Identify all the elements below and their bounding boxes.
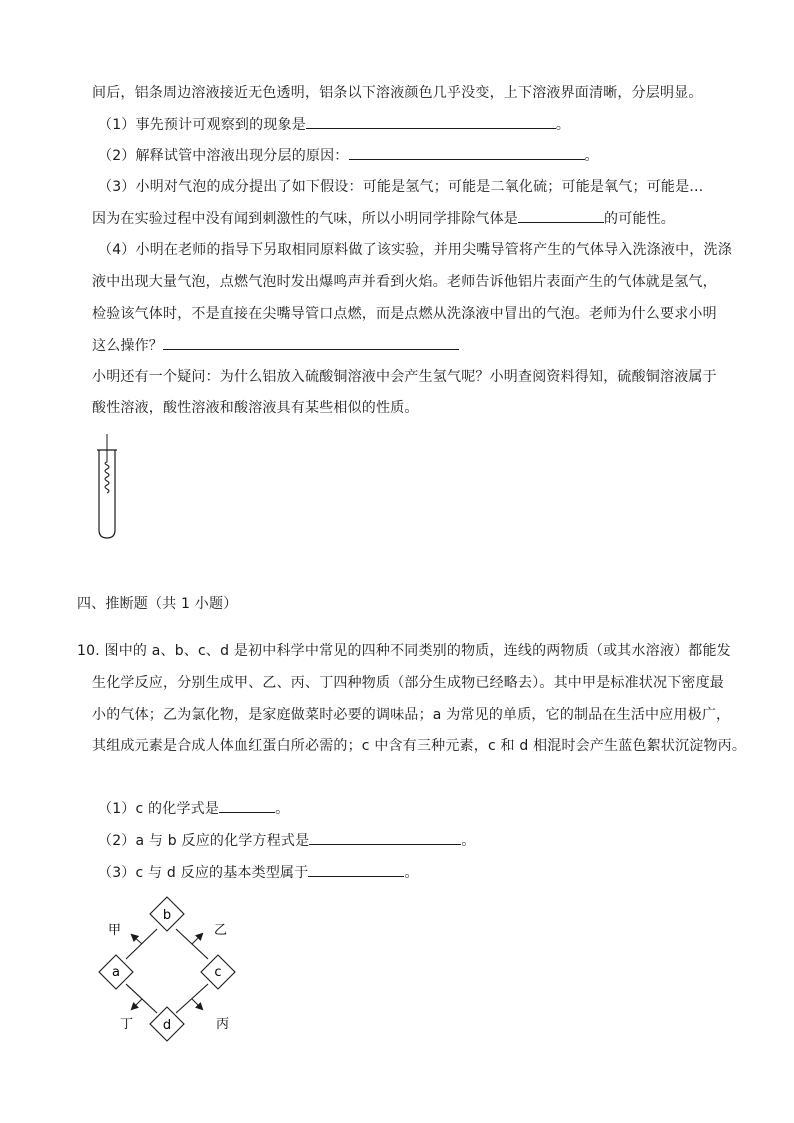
q9-sub3-line2 [92, 208, 675, 229]
test-tube-body [99, 450, 115, 538]
q9-sub4-text-1: （4）小明在老师的指导下另取相同原料做了该实验，并用尖嘴导管将产生的气体导入洗涤液中，洗涤 [98, 242, 732, 258]
node-d-label: d [162, 1018, 172, 1033]
q10-sub1-text: （1）c 的化学式是 [98, 801, 220, 817]
section-heading [77, 594, 237, 614]
q10-line1 [77, 641, 731, 661]
q10-sub1 [98, 798, 289, 819]
node-b [150, 897, 184, 931]
q10-text-4: 其组成元素是合成人体血红蛋白所必需的；c 中含有三种元素，c 和 d 相混时会产生蓝色絮状沉淀物丙。 [92, 738, 747, 754]
q9-doubt-text-1: 小明还有一个疑问：为什么铝放入硫酸铜溶液中会产生氢气呢？小明查阅资料得知，硫酸铜溶液属于 [92, 369, 717, 385]
q9-sub2-answer-blank[interactable] [349, 145, 585, 160]
q9-sub3-answer-blank[interactable] [518, 208, 604, 223]
arrow-jia [132, 935, 142, 944]
aluminium-coil [105, 454, 109, 493]
q10-sub1-answer-blank[interactable] [219, 798, 275, 813]
q9-sub2-end: 。 [584, 148, 599, 164]
q9-sub1 [98, 114, 570, 135]
node-d [150, 1007, 184, 1041]
q9-sub4-line2 [92, 272, 717, 292]
q10-sub2 [98, 830, 476, 851]
q10-line4 [92, 736, 746, 756]
q10-sub3-answer-blank[interactable] [308, 862, 404, 877]
q9-sub4-text-4: 这么操作？ [92, 338, 163, 354]
product-ding-label: 丁 [120, 1017, 134, 1032]
q9-sub3-hypothesis: （3）小明对气泡的成分提出了如下假设：可能是氢气；可能是二氧化硫；可能是氧气；可能是… [98, 179, 704, 195]
q9-intro-text: 间后，铝条周边溶液接近无色透明，铝条以下溶液颜色几乎没变，上下溶液界面清晰，分层明显。 [92, 85, 703, 101]
q9-sub2 [98, 145, 599, 166]
q10-line3 [92, 705, 730, 725]
q9-doubt-line1 [92, 367, 717, 387]
node-a [99, 955, 133, 989]
q10-text-2: 生化学反应，分别生成甲、乙、丙、丁四种物质（部分生成物已经略去）。其中甲是标准状况下密度最 [92, 675, 724, 691]
q10-sub3-text: （3）c 与 d 反应的基本类型属于 [98, 865, 309, 881]
node-c-label: c [214, 965, 222, 980]
test-tube-illustration [92, 432, 122, 544]
arrow-yi [192, 934, 202, 944]
section-heading-text: 四、推断题（共 1 小题） [77, 596, 238, 612]
link-c-d [176, 984, 208, 1013]
q10-sub2-text: （2）a 与 b 反应的化学方程式是 [98, 833, 310, 849]
arrow-bing [192, 999, 202, 1009]
q10-text-1: 10. 图中的 a、b、c、d 是初中科学中常见的四种不同类别的物质，连线的两物质（或其水溶液）都能发 [77, 643, 731, 659]
q9-sub2-text: （2）解释试管中溶液出现分层的原因： [98, 148, 349, 164]
arrow-ding [132, 999, 142, 1009]
q10-sub2-end: 。 [461, 833, 476, 849]
q9-sub3-end: 的可能性。 [604, 211, 675, 227]
q10-text-3: 小的气体；乙为氯化物，是家庭做菜时必要的调味品；a 为常见的单质，它的制品在生活中应用极广， [92, 707, 731, 723]
q10-sub2-answer-blank[interactable] [309, 830, 461, 845]
q10-line2 [92, 673, 724, 693]
product-yi-label: 乙 [214, 923, 228, 938]
q9-doubt-line2 [92, 398, 419, 418]
node-c [201, 955, 235, 989]
q10-sub1-end: 。 [275, 801, 290, 817]
reaction-diagram [92, 895, 262, 1050]
node-b-label: b [162, 908, 172, 923]
reaction-diagram-svg [92, 895, 262, 1050]
q9-doubt-text-2: 酸性溶液，酸性溶液和酸溶液具有某些相似的性质。 [92, 400, 419, 416]
q9-sub3-line1 [98, 177, 704, 197]
q10-sub3-end: 。 [404, 865, 419, 881]
node-a-label: a [112, 965, 120, 980]
q9-sub4-line3 [92, 304, 717, 324]
q9-sub1-answer-blank[interactable] [306, 114, 556, 129]
q9-sub4-line1 [98, 240, 732, 260]
q9-sub3-reason: 因为在实验过程中没有闻到刺激性的气味，所以小明同学排除气体是 [92, 211, 518, 227]
q9-sub1-end: 。 [555, 117, 571, 133]
test-tube-figure [92, 432, 122, 544]
product-bing-label: 丙 [216, 1017, 230, 1032]
q10-sub3 [98, 862, 419, 883]
q9-sub4-text-2: 液中出现大量气泡，点燃气泡时发出爆鸣声并看到火焰。老师告诉他铝片表面产生的气体就是氢气， [92, 274, 717, 290]
link-a-d [126, 984, 157, 1013]
product-jia-label: 甲 [108, 923, 122, 938]
q9-sub4-text-3: 检验该气体时，不是直接在尖嘴导管口点燃，而是点燃从洗涤液中冒出的气泡。老师为什么要求小明 [92, 306, 717, 322]
q9-sub1-text: （1）事先预计可观察到的现象是 [98, 117, 306, 133]
q9-intro-line [92, 83, 703, 103]
q9-sub4-line4 [92, 335, 459, 356]
q9-sub4-answer-blank[interactable] [163, 335, 459, 350]
